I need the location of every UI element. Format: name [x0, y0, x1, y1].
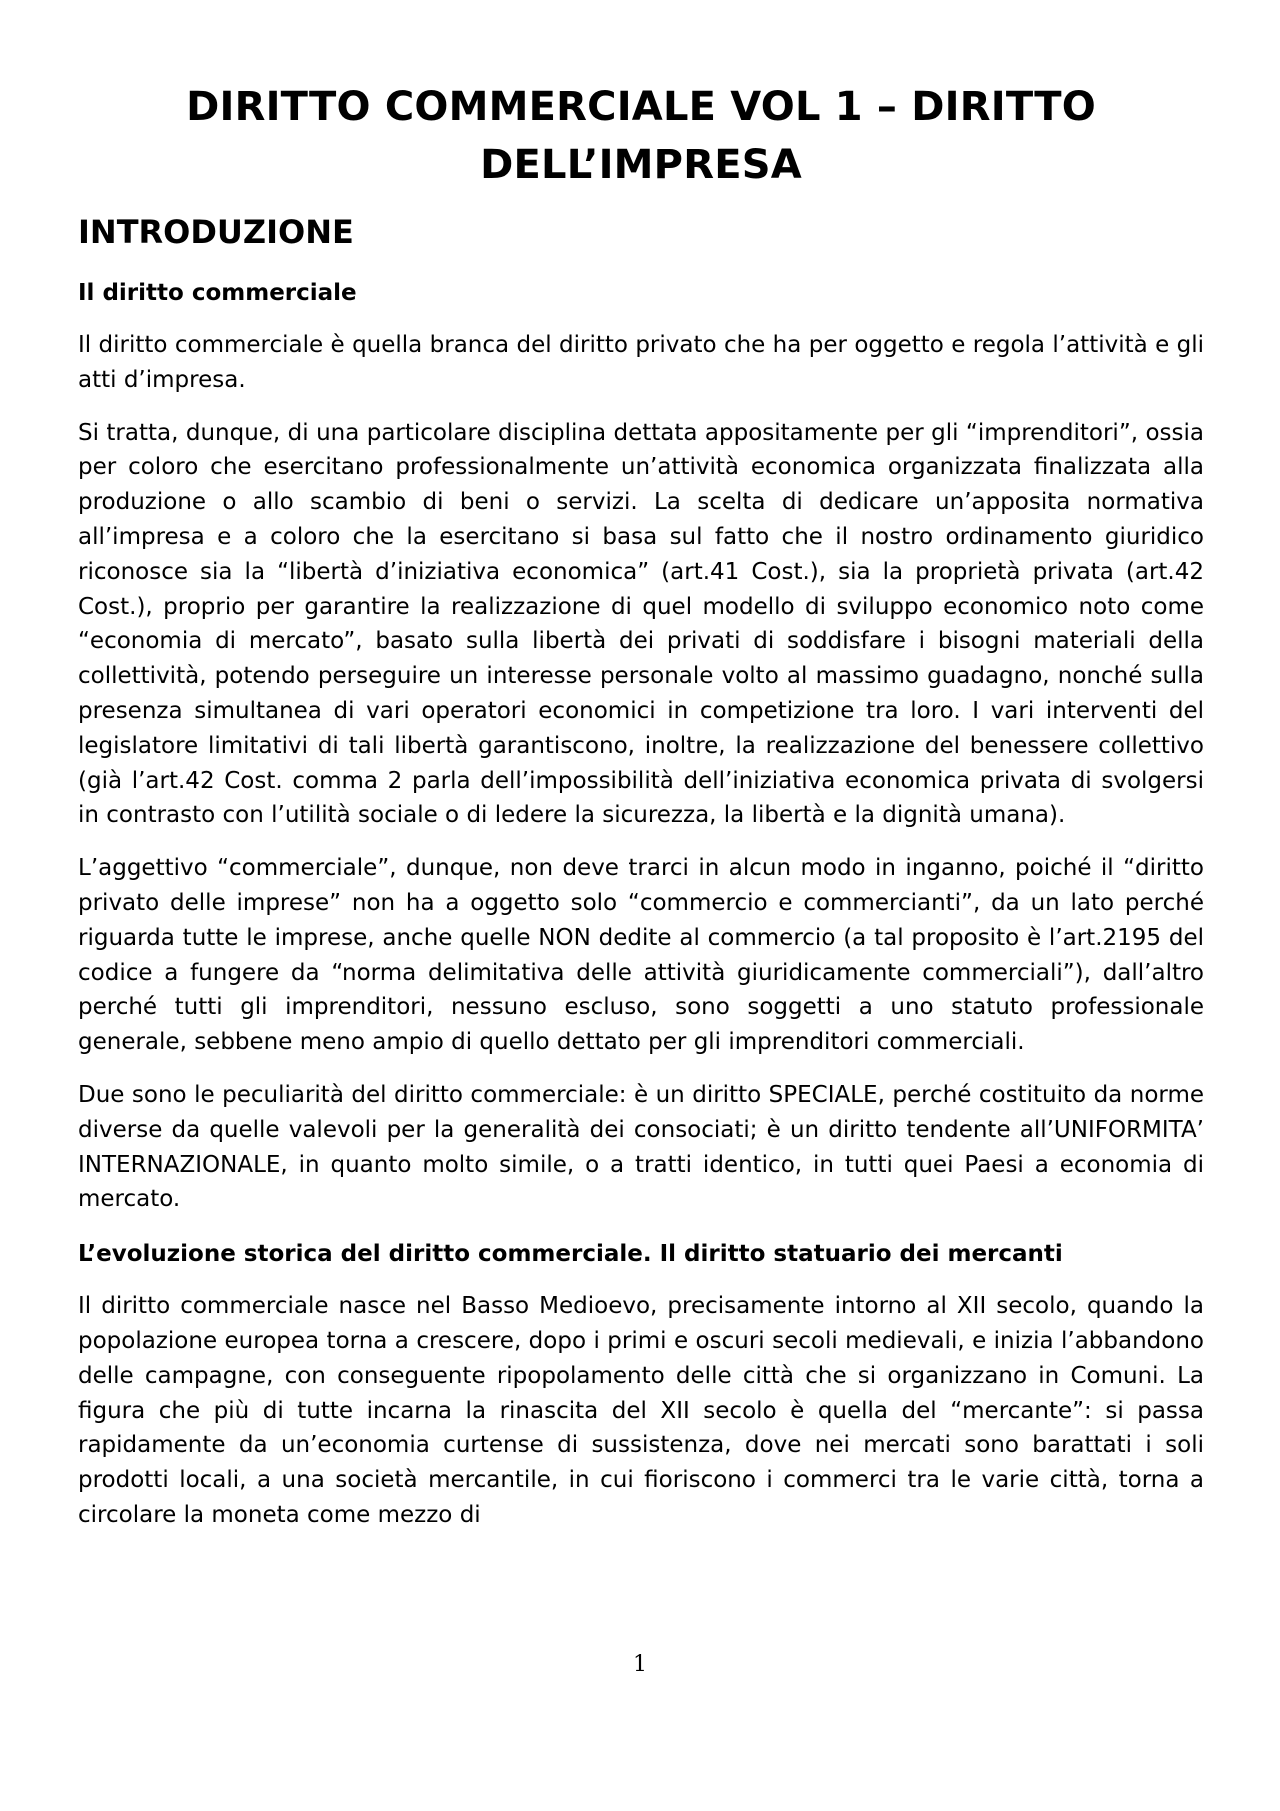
paragraph-definition: Il diritto commerciale è quella branca del diritto privato che ha per oggetto e regola l’attività e gli atti d’impresa.	[78, 332, 1204, 393]
subsection-heading-diritto-commerciale: Il diritto commerciale	[78, 280, 357, 306]
page-number: 1	[633, 1652, 647, 1677]
subsection-heading-evoluzione-storica: L’evoluzione storica del diritto commerciale. Il diritto statuario dei mercanti	[78, 1241, 1063, 1268]
page-content	[78, 78, 1204, 1533]
document-title: DIRITTO COMMERCIALE VOL 1 – DIRITTO DELL’IMPRESA	[186, 84, 1096, 188]
paragraph-peculiarita: Due sono le peculiarità del diritto commerciale: è un diritto SPECIALE, perché costituito da norme diverse da quelle valevoli per la generalità dei consociati; è un diritto tendente all’UNIFORMITA’ INTERNAZIONALE, in quanto molto simile, o a tratti identico, in tutti quei Paesi a economia di mercato.	[78, 1081, 1204, 1213]
paragraph-basso-medioevo: Il diritto commerciale nasce nel Basso Medioevo, precisamente intorno al XII secolo, quando la popolazione europea torna a crescere, dopo i primi e oscuri secoli medievali, e inizia l’abbandono delle campagne, con conseguente ripopolamento delle città che si organizzano in Comuni. La figura che più di tutte incarna la rinascita del XII secolo è quella del “mercante”: si passa rapidamente da un’economia curtense di sussistenza, dove nei mercati sono barattati i soli prodotti locali, a una società mercantile, in cui fioriscono i commerci tra le varie città, torna a circolare la moneta come mezzo di	[78, 1293, 1204, 1528]
paragraph-imprenditori: Si tratta, dunque, di una particolare disciplina dettata appositamente per gli “imprenditori”, ossia per coloro che esercitano professionalmente un’attività economica organizzata finalizzata alla produzione o allo scambio di beni o servizi. La scelta di dedicare un’apposita normativa all’impresa e a coloro che la esercitano si basa sul fatto che il nostro ordinamento giuridico riconosce sia la “libertà d’iniziativa economica” (art.41 Cost.), sia la proprietà privata (art.42 Cost.), proprio per garantire la realizzazione di quel modello di sviluppo economico noto come “economia di mercato”, basato sulla libertà dei privati di soddisfare i bisogni materiali della collettività, potendo perseguire un interesse personale volto al massimo guadagno, nonché sulla presenza simultanea di vari operatori economici in competizione tra loro. I vari interventi del legislatore limitativi di tali libertà garantiscono, inoltre, la realizzazione del benessere collettivo (già l’art.42 Cost. comma 2 parla dell’impossibilità dell’iniziativa economica privata di svolgersi in contrasto con l’utilità sociale o di ledere la sicurezza, la libertà e la dignità umana).	[78, 419, 1204, 829]
paragraph-aggettivo-commerciale: L’aggettivo “commerciale”, dunque, non deve trarci in alcun modo in inganno, poiché il “diritto privato delle imprese” non ha a oggetto solo “commercio e commercianti”, da un lato perché riguarda tutte le imprese, anche quelle NON dedite al commercio (a tal proposito è l’art.2195 del codice a fungere da “norma delimitativa delle attività giuridicamente commerciali”), dall’altro perché tutti gli imprenditori, nessuno escluso, sono soggetti a uno statuto professionale generale, sebbene meno ampio di quello dettato per gli imprenditori commerciali.	[78, 855, 1204, 1056]
section-heading-introduzione: INTRODUZIONE	[78, 213, 354, 251]
